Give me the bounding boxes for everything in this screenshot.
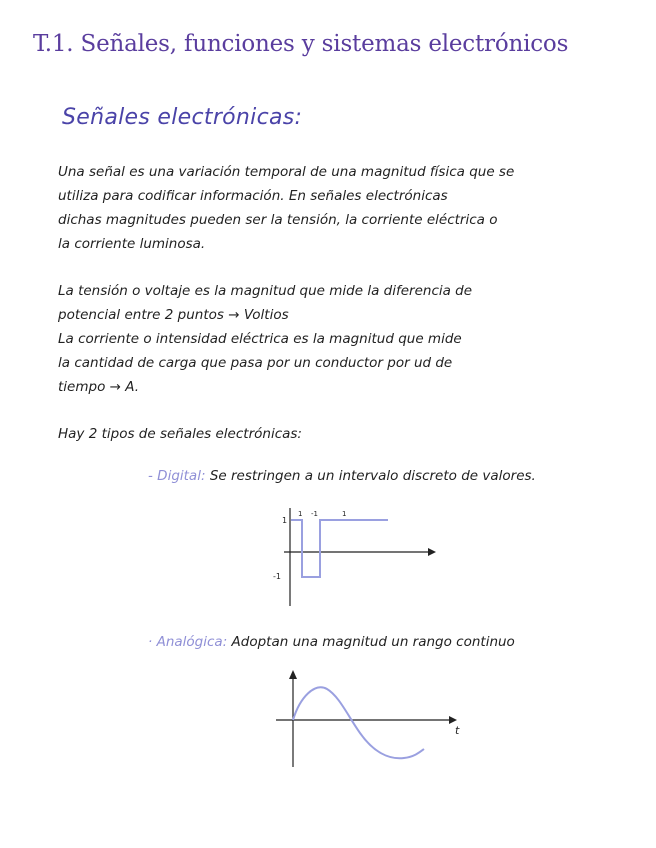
- digital-y-low-label: -1: [273, 572, 281, 581]
- analog-x-arrow: [449, 716, 457, 724]
- bullet-dash: ·: [148, 634, 157, 650]
- paragraph-line: Hay 2 tipos de señales electrónicas:: [58, 426, 302, 442]
- term-separator: :: [222, 634, 232, 650]
- digital-top-label: 1: [298, 510, 303, 518]
- digital-y-high-label: 1: [282, 516, 288, 525]
- paragraph-line: utiliza para codificar información. En señales electrónicas: [58, 188, 448, 204]
- digital-description: Se restringen a un intervalo discreto de valores.: [209, 468, 536, 484]
- paragraph-line: dichas magnitudes pueden ser la tensión, la corriente eléctrica o: [58, 212, 498, 228]
- analog-t-label: t: [455, 724, 460, 737]
- digital-top-label: -1: [311, 510, 318, 518]
- paragraph-line: la cantidad de carga que pasa por un conductor por ud de: [58, 355, 453, 371]
- term-separator: :: [200, 468, 210, 484]
- section-heading: Señales electrónicas:: [62, 105, 303, 130]
- analog-y-arrow: [289, 670, 297, 679]
- analog-description: Adoptan una magnitud un rango continuo: [231, 634, 515, 650]
- digital-term: Digital: [157, 468, 201, 484]
- paragraph-line: potencial entre 2 puntos → Voltios: [58, 307, 289, 323]
- paragraph-line: La tensión o voltaje es la magnitud que mide la diferencia de: [58, 283, 473, 299]
- digital-top-label: 1: [342, 510, 347, 518]
- paragraph-line: tiempo → A.: [58, 379, 139, 395]
- paragraph-line: Una señal es una variación temporal de una magnitud física que se: [58, 164, 515, 180]
- page-title: T.1. Señales, funciones y sistemas electrónicos: [33, 31, 569, 57]
- bullet-dash: -: [148, 468, 158, 484]
- analog-term: Analógica: [156, 634, 223, 650]
- analog-waveform: [293, 687, 424, 758]
- paragraph-line: la corriente luminosa.: [58, 236, 206, 252]
- paragraph-line: La corriente o intensidad eléctrica es la magnitud que mide: [58, 331, 462, 347]
